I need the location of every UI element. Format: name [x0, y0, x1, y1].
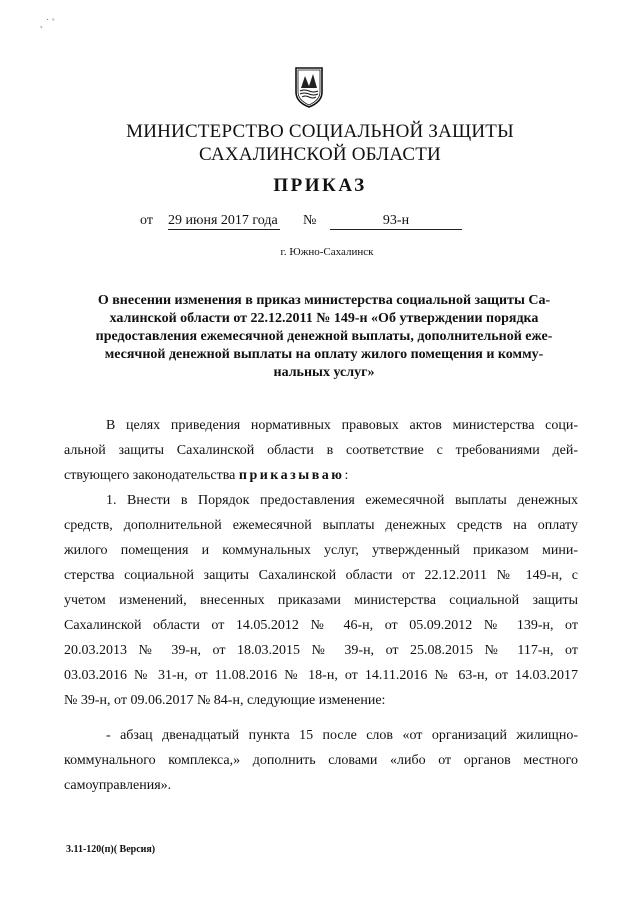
ministry-name-line2: САХАЛИНСКОЙ ОБЛАСТИ [199, 144, 441, 165]
order-keyword: приказываю [238, 468, 345, 483]
amendment-paragraph [64, 723, 578, 798]
text-line-part: ствующего законодательства [64, 468, 236, 483]
text-line: 03.03.2016 № 31-н, от 11.08.2016 № 18-н, от 14.11.2016 № 63-н, от 14.03.2017 [64, 668, 578, 683]
text-line: 1. Внести в Порядок предоставления ежемесячной выплаты денежных [106, 493, 578, 508]
order-number: 93-н [330, 213, 462, 230]
heading-line: месячной денежной выплаты на оплату жилого помещения и комму- [104, 347, 544, 362]
text-line-end: : [344, 468, 349, 483]
text-line: В целях приведения нормативных правовых актов министерства соци- [106, 418, 578, 433]
order-title: ПРИКАЗ [273, 175, 367, 196]
heading-line: предоставления ежемесячной денежной выплаты, дополнительной еже- [95, 329, 553, 344]
order-dateline [140, 213, 480, 235]
form-code: 3.11-120(п)( Версия) [66, 844, 156, 855]
text-line: - абзац двенадцатый пункта 15 после слов «от организаций жилищно- [106, 728, 578, 743]
text-line: коммунального комплекса,» дополнить словами «либо от органов местного [64, 753, 578, 768]
text-line: жилого помещения и коммунальных услуг, утвержденный приказом мини- [64, 543, 578, 558]
text-line: учетом изменений, внесенных приказами министерства социальной защиты [64, 593, 578, 608]
order-heading [72, 292, 576, 382]
order-date: 29 июня 2017 года [168, 213, 280, 230]
text-line: Сахалинской области от 14.05.2012 № 46-н, от 05.09.2012 № 139-н, от [64, 618, 578, 633]
text-line: альной защиты Сахалинской области в соответствие с требованиями дей- [64, 443, 578, 458]
clause-1-paragraph [64, 488, 578, 713]
heading-line: О внесении изменения в приказ министерства социальной защиты Са- [97, 293, 551, 308]
heading-line: халинской области от 22.12.2011 № 149-н «Об утверждении порядка [109, 311, 539, 326]
ministry-name-line1: МИНИСТЕРСТВО СОЦИАЛЬНОЙ ЗАЩИТЫ [126, 121, 514, 142]
text-line: 20.03.2013 № 39-н, от 18.03.2015 № 39-н, от 25.08.2015 № 117-н, от [64, 643, 578, 658]
heading-line: нальных услуг» [273, 365, 375, 380]
number-prefix: № [303, 213, 317, 228]
date-prefix: от [140, 213, 153, 228]
city: г. Южно-Сахалинск [280, 246, 374, 258]
text-line: № 39-н, от 09.06.2017 № 84-н, следующие изменение: [64, 693, 386, 708]
preamble-paragraph [64, 413, 578, 488]
text-line: самоуправления». [64, 778, 172, 793]
text-line [64, 463, 578, 488]
scan-marks: ˛ ˙ ˚ [40, 18, 55, 29]
sakhalin-coat-of-arms-icon [294, 66, 324, 108]
text-line: стерства социальной защиты Сахалинской области от 22.12.2011 № 149-н, с [64, 568, 578, 583]
text-line: средств, дополнительной ежемесячной выплаты денежных средств на оплату [64, 518, 578, 533]
